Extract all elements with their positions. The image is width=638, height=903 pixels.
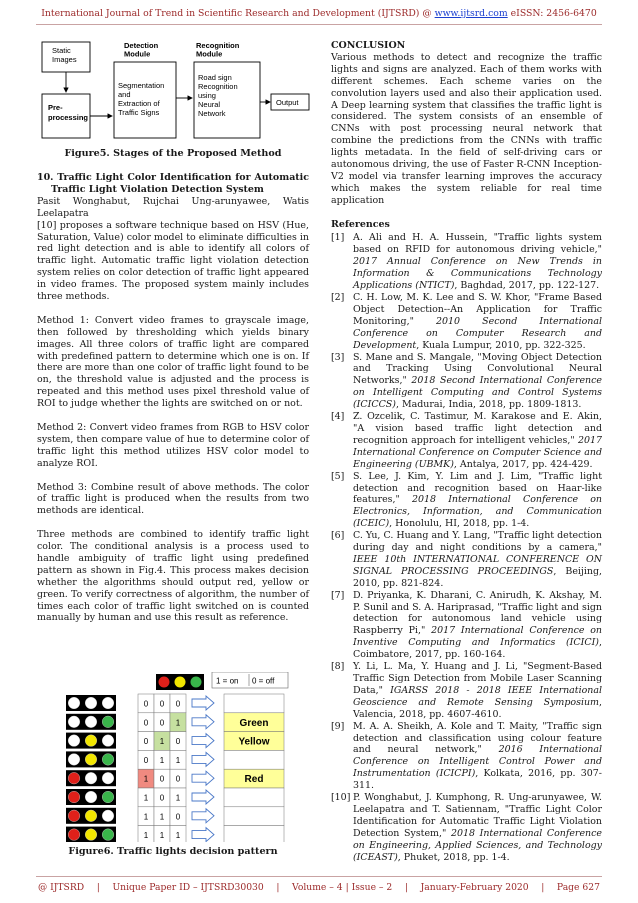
bit-value: 0 (143, 755, 149, 765)
pattern-light-off (85, 697, 97, 709)
figure5-diagram (40, 40, 312, 140)
bit-value: 0 (175, 737, 181, 747)
pattern-light-off (68, 735, 80, 747)
top-light-red (159, 677, 170, 688)
pattern-light-yellow (85, 754, 97, 766)
pattern-light-yellow (85, 735, 97, 747)
footer-paper-id: Unique Paper ID – IJTSRD30030 (112, 882, 264, 893)
references-title: References (331, 218, 390, 230)
arrow-icon (192, 809, 214, 823)
footer-journal: @ IJTSRD (38, 882, 85, 893)
figure5-caption: Figure5. Stages of the Proposed Method (64, 148, 282, 159)
footer-separator: | (276, 882, 280, 893)
bit-value: 1 (159, 812, 165, 822)
bit-value: 1 (143, 812, 149, 822)
reference-number: [6] (331, 530, 345, 542)
pattern-light-red (68, 791, 80, 803)
bit-value: 1 (159, 737, 165, 747)
arrow-icon (192, 715, 214, 729)
pattern-light-green (102, 716, 114, 728)
road-sign-label: Road sign Recognition using Neural Network (198, 73, 238, 118)
arrow-icon (192, 771, 214, 785)
bit-value: 0 (143, 699, 149, 709)
arrow-icon (192, 828, 214, 842)
pattern-light-off (68, 754, 80, 766)
bit-value: 1 (143, 793, 149, 803)
result-cell (224, 807, 284, 826)
bit-value: 0 (143, 718, 149, 728)
footer-volume: Volume – 4 | Issue – 2 (292, 882, 393, 893)
header-issn: eISSN: 2456-6470 (507, 8, 597, 19)
bit-value: 0 (159, 793, 165, 803)
section10-paragraph-5: Three methods are combined to identify traffic light color. The conditional analysis is a process used to handle ambiguity of traffic light using predefined pattern as shown in Fig.4. This process makes decision whether the algorithms should output red, yellow or green. To verify correctness of algorithm, the number of times each color of traffic light switched on is counted manually by human and use this result as reference. (37, 529, 309, 624)
bit-value: 1 (143, 831, 149, 841)
pattern-light-off (102, 735, 114, 747)
bit-value: 1 (175, 831, 181, 841)
reference-item (331, 530, 602, 590)
reference-text: Z. Ozcelik, C. Tastimur, M. Karakose and E. Akin, "A vision based traffic light detection and recognition approach for intelligent vehicles," 2017 International Conference on Computer Science and Engineering (UBMK), Antalya, 2017, pp. 424-429. (353, 411, 602, 470)
bit-value: 0 (159, 718, 165, 728)
right-column (331, 40, 602, 864)
header-journal: International Journal of Trend in Scientific Research and Development (IJTSRD) @ (41, 8, 435, 19)
bit-value: 1 (175, 755, 181, 765)
reference-text: P. Wonghabut, J. Kumphong, R. Ung-arunyawee, W. Leelapatra and T. Satiennam, "Traffic Light Color Identification for Automatic Traffic Light Violation Detection System," 2018 International Conference on Engineering, Applied Sciences, and Technology (ICEAST), Phuket, 2018, pp. 1-4. (353, 792, 602, 863)
pattern-light-off (68, 716, 80, 728)
pattern-light-off (85, 716, 97, 728)
bit-value: 1 (159, 831, 165, 841)
footer-separator: | (96, 882, 100, 893)
reference-text: C. Yu, C. Huang and Y. Lang, "Traffic light detection during day and night conditions by a camera," IEEE 10th INTERNATIONAL CONFERENCE ON SIGNAL PROCESSING PROCEEDINGS, Beijing, 2010, pp. 821-824. (353, 530, 602, 589)
reference-item (331, 590, 602, 661)
pattern-light-off (102, 697, 114, 709)
section10-paragraph-1: [10] proposes a software technique based on HSV (Hue, Saturation, Value) color model to eliminate difficulties in red light detection and is able to identify all colors of traffic light. Automatic traffic light violation detection system relies on color detection of traffic light appeared in video frames. The proposed system mainly includes three methods. (37, 219, 309, 303)
result-cell (224, 826, 284, 842)
pattern-light-red (68, 772, 80, 784)
pre-processing-label: Pre-processing (48, 103, 89, 122)
section10-paragraph-4: Method 3: Combine result of above methods. The color of traffic light is produced when the results from two methods are identical. (37, 481, 309, 517)
reference-number: [4] (331, 411, 345, 423)
running-footer (38, 882, 600, 893)
footer-rule (36, 876, 602, 877)
references-list (331, 232, 602, 863)
static-images-label: Static Images (52, 46, 77, 64)
reference-number: [8] (331, 661, 345, 673)
arrow-icon (192, 752, 214, 766)
figure6-caption: Figure6. Traffic lights decision pattern (68, 846, 278, 857)
reference-text: S. Lee, J. Kim, Y. Lim and J. Lim, "Traffic light detection and recognition based on Haar-like features," 2018 International Conference on Electronics, Information, and Communication (ICEIC), Honolulu, HI, 2018, pp. 1-4. (353, 470, 603, 530)
bit-value: 0 (143, 737, 149, 747)
reference-text: A. Ali and H. A. Hussein, "Traffic lights system based on RFID for autonomous driving vehicle," 2017 Annual Conference on New Trends in Information & Communications Technology Applications (NTICT), Baghdad, 2017, pp. 122-127. (353, 232, 602, 292)
result-label: Green (239, 717, 269, 729)
legend-off: 0 = off (252, 676, 275, 686)
conclusion-text: Various methods to detect and recognize the traffic lights and signs are analyzed. Each of them works with different schemes. Each scheme varies on the convolution layers used and also their application used. A Deep learning system that classifies the traffic light is considered. The system consists of an ensemble of CNNs with post processing neural network that combine the predictions from the CNNs with traffic lights metadata. In the field of self-driving cars or autonomous driving, the use of Faster R-CNN Inception-V2 model via transfer learning improves the accuracy which makes the system reliable for real time application (331, 51, 602, 206)
pattern-light-off (102, 772, 114, 784)
conclusion-title: CONCLUSION (331, 40, 406, 51)
figure6-decision-pattern (64, 672, 296, 842)
pattern-light-yellow (85, 829, 97, 841)
pattern-light-off (102, 810, 114, 822)
section10-column (37, 172, 309, 636)
detection-module-label: Detection Module (124, 41, 159, 59)
output-label: Output (276, 98, 299, 107)
arrow-icon (192, 734, 214, 748)
reference-text: Y. Li, L. Ma, Y. Huang and J. Li, "Segment-Based Traffic Sign Detection from Mobile Laser Scanning Data," IGARSS 2018 - 2018 IEEE International Geoscience and Remote Sensing Symposium, Valencia, 2018, pp. 4607-4610. (353, 661, 603, 720)
segmentation-label: Segmentation and Extraction of Traffic Signs (118, 81, 165, 117)
reference-number: [3] (331, 351, 345, 363)
reference-number: [2] (331, 292, 345, 304)
reference-item (331, 352, 602, 412)
reference-item (331, 411, 602, 471)
footer-date: January-February 2020 (420, 882, 529, 893)
pattern-light-red (68, 829, 80, 841)
reference-number: [10] (331, 792, 351, 804)
reference-item (331, 292, 602, 352)
bit-value: 1 (175, 718, 181, 728)
pattern-light-off (85, 791, 97, 803)
section10-title: 10. Traffic Light Color Identification for Automatic Traffic Light Violation Detection System (37, 172, 309, 195)
top-light-yellow (175, 677, 186, 688)
reference-item (331, 661, 602, 721)
reference-number: [9] (331, 720, 345, 732)
reference-text: M. A. A. Sheikh, A. Kole and T. Maity, "Traffic sign detection and classification using colour feature and neural network," 2016 International Conference on Intelligent Control Power and Instrumentation (ICICPI), Kolkata, 2016, pp. 307-311. (353, 720, 602, 792)
reference-item (331, 471, 602, 531)
result-cell (224, 750, 284, 769)
pattern-light-off (85, 772, 97, 784)
pattern-light-yellow (85, 810, 97, 822)
reference-number: [1] (331, 232, 345, 244)
pattern-light-green (102, 754, 114, 766)
reference-item (331, 721, 602, 792)
reference-number: [7] (331, 589, 345, 601)
reference-text: C. H. Low, M. K. Lee and S. W. Khor, "Frame Based Object Detection--An Application for Traffic Monitoring," 2010 Second International Conference on Computer Research and Development, Kuala Lumpur, 2010, pp. 322-325. (353, 292, 602, 351)
pattern-light-off (68, 697, 80, 709)
footer-separator: | (541, 882, 545, 893)
section10-authors: Pasit Wonghabut, Rujchai Ung-arunyawee, Watis Leelapatra (37, 195, 309, 219)
reference-item (331, 232, 602, 292)
result-label: Yellow (238, 736, 270, 748)
bit-value: 1 (175, 793, 181, 803)
arrow-icon (192, 696, 214, 710)
bit-value: 1 (159, 755, 165, 765)
bit-value: 0 (175, 812, 181, 822)
bit-value: 1 (143, 774, 149, 784)
bit-value: 0 (159, 774, 165, 784)
pattern-light-red (68, 810, 80, 822)
result-cell (224, 694, 284, 713)
section10-paragraph-2: Method 1: Convert video frames to grayscale image, then followed by thresholding which yields binary images. All three colors of traffic light are compared with predefined pattern to determine which one is on. If there are more than one color of traffic light found to be on, the threshold value is adjusted and the process is repeated and this method uses pixel threshold value of ROI to judge whether the lights are switched on or not. (37, 314, 309, 410)
pattern-light-green (102, 791, 114, 803)
footer-separator: | (404, 882, 408, 893)
footer-page: Page 627 (556, 882, 600, 893)
running-header (0, 8, 638, 19)
section10-paragraph-3: Method 2: Convert video frames from RGB to HSV color system, then compare value of hue to determine color of traffic light this method utilizes HSV color model to analyze ROI. (37, 422, 309, 469)
legend-on: 1 = on (216, 676, 239, 686)
header-url-link[interactable]: www.ijtsrd.com (434, 8, 508, 19)
reference-text: D. Priyanka, K. Dharani, C. Anirudh, K. Akshay, M. P. Sunil and S. A. Hariprasad, "Traffic light and sign detection for autonomous land vehicle using Raspberry Pi," 2017 International Conference on Inventive Computing and Informatics (ICICI), Coimbatore, 2017, pp. 160-164. (353, 589, 603, 661)
top-light-green (191, 677, 202, 688)
reference-number: [5] (331, 470, 345, 482)
result-cell (224, 788, 284, 807)
pattern-light-green (102, 829, 114, 841)
arrow-icon (192, 790, 214, 804)
bit-value: 0 (175, 774, 181, 784)
header-rule (36, 24, 602, 25)
bit-value: 0 (175, 699, 181, 709)
recognition-module-label: Recognition Module (196, 41, 240, 59)
bit-value: 0 (159, 699, 165, 709)
reference-text: S. Mane and S. Mangale, "Moving Object Detection and Tracking Using Convolutional Neural Networks," 2018 Second International Conference on Intelligent Computing and Control Systems (ICICCS), Madurai, India, 2018, pp. 1809-1813. (353, 351, 602, 411)
result-label: Red (244, 774, 264, 786)
reference-item (331, 792, 602, 863)
